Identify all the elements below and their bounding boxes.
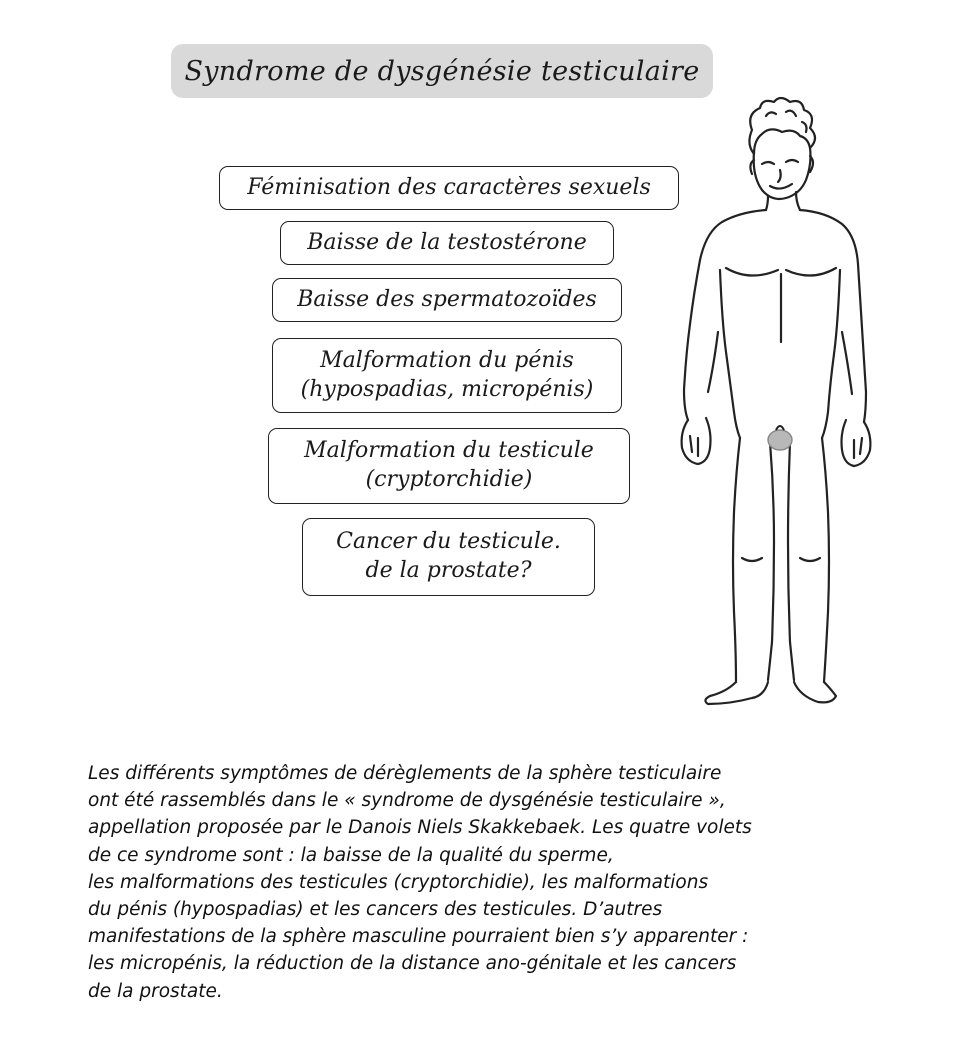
caption-line: les micropénis, la réduction de la distance ano-génitale et les cancers	[88, 953, 737, 975]
legs-outline	[733, 438, 740, 682]
symptom-text: Baisse des spermatozoïdes	[297, 286, 597, 312]
right-hand	[842, 420, 871, 466]
caption-line: du pénis (hypospadias) et les cancers des testicules. D’autres	[88, 899, 663, 921]
left-hand	[682, 418, 711, 464]
head-outline	[754, 148, 811, 199]
symptom-subtext: (hypospadias, micropénis)	[300, 376, 594, 402]
symptom-subtext: (cryptorchidie)	[365, 467, 533, 492]
symptom-text: Baisse de la testostérone	[307, 229, 587, 255]
symptom-text: Malformation du testicule	[304, 438, 594, 464]
symptom-text: Malformation du pénis	[320, 347, 574, 373]
torso-outline	[684, 210, 766, 420]
caption-line: Les différents symptômes de dérèglements de la sphère testiculaire	[88, 763, 722, 784]
symptom-box-penis	[272, 338, 622, 413]
caption-line: les malformations des testicules (cryptorchidie), les malformations	[88, 871, 709, 893]
genital-highlight	[768, 430, 792, 450]
symptom-text: Féminisation des caractères sexuels	[247, 174, 651, 200]
caption-line: de la prostate.	[88, 980, 223, 1002]
caption-line: manifestations de la sphère masculine pourraient bien s’y apparenter :	[88, 926, 749, 948]
symptom-box-cancer	[302, 518, 595, 596]
caption-paragraph	[88, 760, 888, 1005]
symptom-subtext: de la prostate?	[365, 558, 532, 583]
diagram-title-text: Syndrome de dysgénésie testiculaire	[184, 55, 700, 87]
symptom-text: Cancer du testicule.	[336, 529, 561, 555]
symptom-box-spermatozoides	[272, 278, 622, 322]
symptom-box-feminisation	[219, 166, 679, 210]
symptom-box-testicule	[268, 428, 630, 504]
caption-line: de ce syndrome sont : la baisse de la qualité du sperme,	[88, 844, 614, 866]
caption-line: ont été rassemblés dans le « syndrome de dysgénésie testiculaire »,	[88, 790, 726, 812]
diagram-title	[171, 44, 713, 98]
right-foot	[794, 682, 836, 702]
left-foot	[705, 682, 768, 704]
caption-line: appellation proposée par le Danois Niels Skakkebaek. Les quatre volets	[88, 817, 752, 839]
symptom-box-testosterone	[280, 221, 614, 265]
male-figure-illustration	[670, 92, 910, 722]
